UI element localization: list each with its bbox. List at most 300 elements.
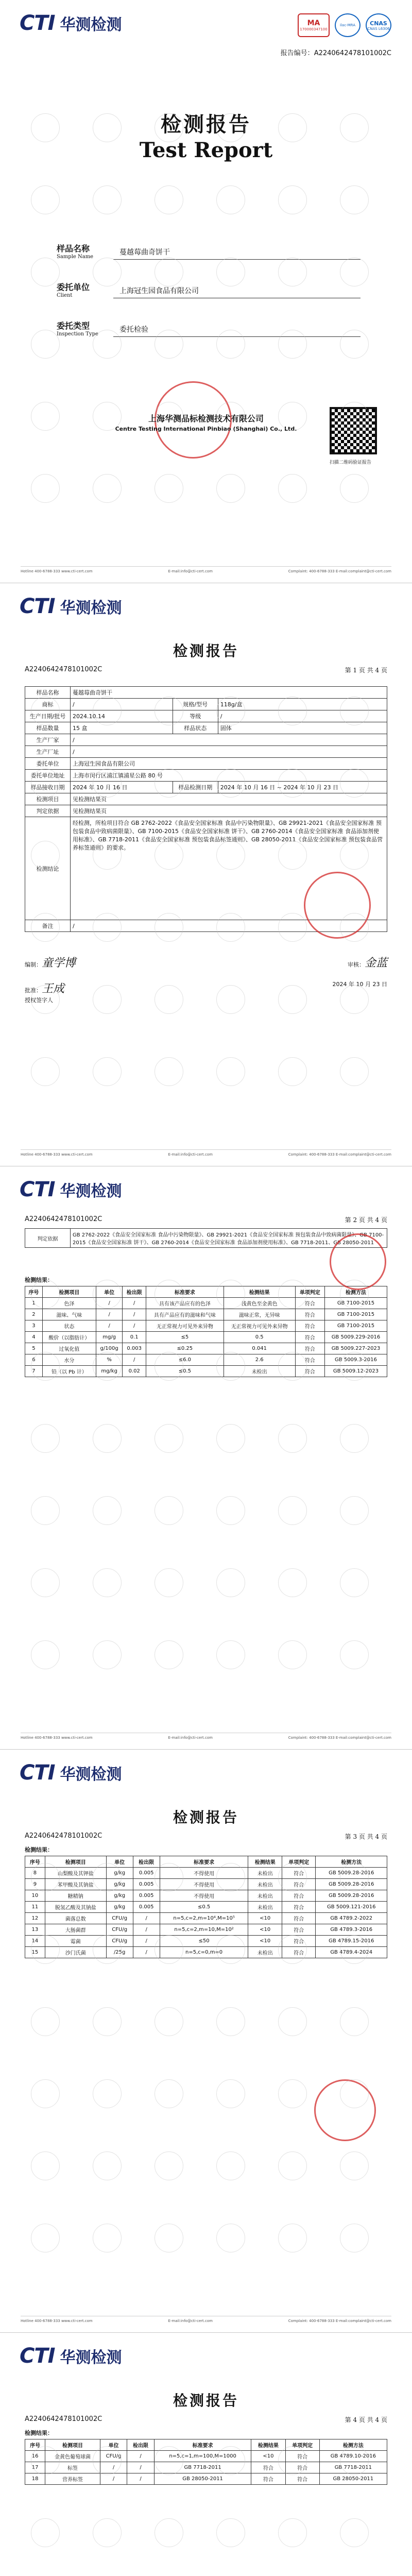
- table-row: [25, 699, 387, 710]
- cti-logo: [20, 1761, 122, 1785]
- table-cell: 标签: [45, 2462, 100, 2473]
- table-header: 单位: [100, 2439, 127, 2451]
- qr-caption: 扫描二维码验证报告: [330, 460, 372, 465]
- table-cell: /: [100, 2473, 127, 2485]
- table-cell: 9: [25, 1879, 45, 1890]
- watermark-icon: [278, 185, 307, 214]
- table-cell: 未检出: [248, 1890, 282, 1902]
- table-cell: GB 4789.4-2024: [316, 1947, 387, 1958]
- table-cell: 未检出: [248, 1879, 282, 1890]
- table-header: 检测方法: [319, 2439, 387, 2451]
- table-cell: 符合: [282, 1868, 316, 1879]
- signature-row: [25, 954, 387, 970]
- results-label: 检测结果：: [25, 1846, 53, 1853]
- table-cell: /: [96, 1298, 123, 1309]
- logo-cn: 华测检测: [60, 1766, 122, 1784]
- table-cell: n=5,c=0,m=0: [160, 1947, 248, 1958]
- table-header: 单位: [106, 1856, 133, 1868]
- table-cell: GB 7100-2015: [324, 1309, 387, 1320]
- watermark-icon: [216, 1496, 245, 1525]
- cti-logo: [20, 11, 122, 35]
- watermark-icon: [31, 2151, 60, 2180]
- table-header: 检测结果: [251, 2439, 285, 2451]
- page-title: 检测报告: [173, 1809, 239, 1826]
- table-header: 检测结果: [248, 1856, 282, 1868]
- watermark-icon: [278, 2224, 307, 2252]
- watermark-icon: [93, 2224, 122, 2252]
- table-cell: 10: [25, 1890, 45, 1902]
- table-row: [25, 1868, 387, 1879]
- table-row: [25, 758, 387, 770]
- info-key: 样品检测日期: [173, 782, 218, 793]
- watermark-icon: [278, 2518, 307, 2547]
- info-value: 见检测结果页: [71, 805, 387, 817]
- page-footer: Hotline 400-6788-333 www.cti-cert.com E-mail:info@cti-cert.com Complaint: 400-6788-333 E-mail:complaint@cti-cert.com: [21, 1149, 391, 1157]
- watermark-icon: [31, 2079, 60, 2108]
- table-header: 检测项目: [45, 2439, 100, 2451]
- table-header: 检测方法: [324, 1286, 387, 1298]
- table-cell: 金黄色葡萄球菌: [45, 2451, 100, 2462]
- logo-text: CTI: [20, 2344, 55, 2368]
- watermark-icon: [154, 1057, 183, 1086]
- table-header: 检出限: [123, 1286, 146, 1298]
- info-value: 2024 年 10 月 16 日 ~ 2024 年 10 月 23 日: [218, 782, 387, 793]
- table-cell: 符合: [251, 2462, 285, 2473]
- watermark-icon: [340, 1496, 369, 1525]
- watermark-icon: [31, 2518, 60, 2547]
- table-header: 检测项目: [42, 1286, 96, 1298]
- page-footer: Hotline 400-6788-333 www.cti-cert.com E-mail:info@cti-cert.com Complaint: 400-6788-333 E-mail:complaint@cti-cert.com: [21, 2316, 391, 2323]
- table-cell: /: [96, 1309, 123, 1320]
- basis-table: [25, 1228, 387, 1248]
- watermark-icon: [340, 2518, 369, 2547]
- watermark-icon: [340, 1057, 369, 1086]
- report-cover-page: [0, 0, 412, 583]
- table-cell: 16: [25, 2451, 45, 2462]
- results-label: 检测结果：: [25, 2430, 53, 2436]
- table-cell: 15: [25, 1947, 45, 1958]
- table-row: [25, 1947, 387, 1958]
- table-cell: 14: [25, 1936, 45, 1947]
- table-cell: /: [123, 1354, 146, 1366]
- table-cell: 酸价（以脂肪计）: [42, 1332, 96, 1343]
- watermark-icon: [154, 1424, 183, 1453]
- table-header: 单项判定: [295, 1286, 324, 1298]
- table-cell: g/kg: [106, 1902, 133, 1913]
- results-table-2: [25, 1856, 387, 1958]
- watermark-icon: [340, 2151, 369, 2180]
- table-cell: /: [96, 1320, 123, 1332]
- qr-code-icon: [330, 407, 377, 454]
- watermark-icon: [340, 1568, 369, 1597]
- watermark-icon: [31, 185, 60, 214]
- table-cell: /: [123, 1320, 146, 1332]
- table-cell: GB 4789.10-2016: [319, 2451, 387, 2462]
- table-row: [25, 793, 387, 805]
- table-cell: GB 5009.28-2016: [316, 1879, 387, 1890]
- results-table-1: [25, 1286, 387, 1377]
- page-footer: Hotline 400-6788-333 www.cti-cert.com E-mail:info@cti-cert.com Complaint: 400-6788-333 E-mail:complaint@cti-cert.com: [21, 1733, 391, 1740]
- table-cell: 不得使用: [160, 1868, 248, 1879]
- page-number: 第 1 页 共 4 页: [345, 667, 387, 674]
- watermark-icon: [216, 1424, 245, 1453]
- info-value: /: [71, 746, 387, 758]
- table-cell: 符合: [282, 1947, 316, 1958]
- watermark-icon: [93, 2518, 122, 2547]
- table-cell: 0.003: [123, 1343, 146, 1354]
- table-cell: 霉菌: [45, 1936, 106, 1947]
- issue-date: 2024 年 10 月 23 日: [332, 981, 387, 988]
- table-cell: 不得使用: [160, 1890, 248, 1902]
- info-value: /: [71, 699, 173, 710]
- table-row: [25, 687, 387, 699]
- watermark-icon: [93, 1640, 122, 1669]
- watermark-icon: [31, 1568, 60, 1597]
- watermark-icon: [93, 474, 122, 503]
- info-value: 见检测结果页: [71, 793, 387, 805]
- report-number: A2240642478101002C: [25, 1215, 102, 1223]
- table-cell: 无正常视力可见外来异物: [146, 1320, 224, 1332]
- info-value: 上海市闵行区浦江镇浦星公路 80 号: [71, 770, 387, 782]
- info-key: 检测项目: [25, 793, 71, 805]
- table-cell: 符合: [282, 1936, 316, 1947]
- table-cell: 苯甲酸及其钠盐: [45, 1879, 106, 1890]
- table-row: [25, 1924, 387, 1936]
- watermark-icon: [216, 1640, 245, 1669]
- table-cell: /: [123, 1298, 146, 1309]
- table-cell: /: [133, 1936, 160, 1947]
- table-row: [25, 805, 387, 817]
- cnas-badge-icon: CNAS CNAS L6306: [366, 13, 391, 37]
- table-cell: 8: [25, 1868, 45, 1879]
- watermark-icon: [216, 2518, 245, 2547]
- logo-text: CTI: [20, 595, 55, 618]
- table-cell: 0.005: [133, 1868, 160, 1879]
- table-cell: 无正常视力可见外来异物: [224, 1320, 295, 1332]
- report-number: A2240642478101002C: [25, 2415, 102, 2423]
- table-cell: 12: [25, 1913, 45, 1924]
- report-number: 报告编号：A2240642478101002C: [280, 49, 391, 57]
- table-cell: 符合: [282, 1890, 316, 1902]
- info-key: 生产厂址: [25, 746, 71, 758]
- table-cell: GB 7100-2015: [324, 1298, 387, 1309]
- info-key: 样品接收日期: [25, 782, 71, 793]
- watermark-icon: [154, 2007, 183, 2036]
- info-value: 蔓越莓曲奇饼干: [71, 687, 387, 699]
- table-cell: 未检出: [248, 1902, 282, 1913]
- table-cell: 2.6: [224, 1354, 295, 1366]
- info-key: 生产日期/批号: [25, 710, 71, 722]
- watermark-icon: [31, 1496, 60, 1525]
- logo-cn: 华测检测: [60, 16, 122, 34]
- table-cell: 大肠菌群: [45, 1924, 106, 1936]
- table-row: [25, 1366, 387, 1377]
- info-key: 生产厂家: [25, 734, 71, 746]
- table-cell: CFU/g: [100, 2451, 127, 2462]
- table-header: 序号: [25, 1286, 43, 1298]
- table-cell: GB 5009.12-2023: [324, 1366, 387, 1377]
- table-cell: 4: [25, 1332, 43, 1343]
- report-results-page-3: [0, 2333, 412, 2576]
- watermark-icon: [278, 474, 307, 503]
- table-cell: n=5,c=2,m=10,M=10²: [160, 1924, 248, 1936]
- table-cell: 13: [25, 1924, 45, 1936]
- info-value: /: [71, 734, 387, 746]
- page-title: 检测报告: [173, 642, 239, 659]
- table-cell: 浅黄色至金黄色: [224, 1298, 295, 1309]
- table-cell: GB 28050-2011: [154, 2473, 251, 2485]
- table-cell: 5: [25, 1343, 43, 1354]
- info-key: 商标: [25, 699, 71, 710]
- table-header: 单项判定: [285, 2439, 319, 2451]
- watermark-icon: [154, 2518, 183, 2547]
- table-cell: 符合: [295, 1332, 324, 1343]
- remark-text: /: [71, 920, 387, 932]
- watermark-icon: [93, 185, 122, 214]
- watermark-icon: [216, 1057, 245, 1086]
- watermark-icon: [154, 1640, 183, 1669]
- table-cell: 过氧化值: [42, 1343, 96, 1354]
- table-cell: 1: [25, 1298, 43, 1309]
- table-cell: <10: [248, 1936, 282, 1947]
- page-number: 第 3 页 共 4 页: [345, 1833, 387, 1840]
- table-cell: 符合: [285, 2451, 319, 2462]
- table-cell: 7: [25, 1366, 43, 1377]
- table-cell: g/100g: [96, 1343, 123, 1354]
- info-value: 2024.10.14: [71, 710, 173, 722]
- watermark-icon: [31, 1640, 60, 1669]
- watermark-icon: [340, 185, 369, 214]
- reviewer-signature: 审核：金蓝: [347, 957, 387, 970]
- watermark-icon: [31, 474, 60, 503]
- watermark-icon: [216, 474, 245, 503]
- table-cell: /: [100, 2462, 127, 2473]
- watermark-icon: [154, 2079, 183, 2108]
- watermark-icon: [216, 2151, 245, 2180]
- table-row: [25, 1343, 387, 1354]
- issuing-company-en: Centre Testing International Pinbiao (Shanghai) Co., Ltd.: [115, 426, 297, 432]
- table-header: 序号: [25, 2439, 45, 2451]
- table-cell: 营养标签: [45, 2473, 100, 2485]
- watermark-icon: [154, 474, 183, 503]
- table-cell: mg/g: [96, 1332, 123, 1343]
- logo-text: CTI: [20, 1178, 55, 1201]
- info-key: 样品名称: [25, 687, 71, 699]
- report-number: A2240642478101002C: [25, 666, 102, 673]
- table-cell: /: [127, 2473, 154, 2485]
- watermark-icon: [216, 185, 245, 214]
- table-cell: CFU/g: [106, 1936, 133, 1947]
- ilac-badge-icon: ilac-MRA: [335, 13, 360, 37]
- accreditation-marks: [298, 13, 391, 37]
- table-header: 标准要求: [160, 1856, 248, 1868]
- table-cell: /: [133, 1924, 160, 1936]
- watermark-icon: [154, 2151, 183, 2180]
- table-cell: <10: [248, 1913, 282, 1924]
- table-cell: 状态: [42, 1320, 96, 1332]
- table-cell: 未检出: [248, 1947, 282, 1958]
- table-row: [25, 722, 387, 734]
- table-header: 单项判定: [282, 1856, 316, 1868]
- table-row: [25, 770, 387, 782]
- table-cell: 脱氢乙酸及其钠盐: [45, 1902, 106, 1913]
- table-cell: %: [96, 1354, 123, 1366]
- watermark-icon: [340, 1640, 369, 1669]
- table-cell: 符合: [295, 1343, 324, 1354]
- watermark-icon: [31, 1424, 60, 1453]
- table-row: [25, 782, 387, 793]
- cti-logo: [20, 2344, 122, 2368]
- table-cell: GB 7718-2011: [154, 2462, 251, 2473]
- ma-badge-icon: MA 170000347100: [298, 13, 330, 37]
- table-row: [25, 746, 387, 758]
- table-cell: GB 5009.229-2016: [324, 1332, 387, 1343]
- table-cell: 未检出: [224, 1366, 295, 1377]
- table-cell: 0.02: [123, 1366, 146, 1377]
- watermark-icon: [278, 1057, 307, 1086]
- table-cell: 2: [25, 1309, 43, 1320]
- page-number: 第 2 页 共 4 页: [345, 1216, 387, 1224]
- info-key: 委托单位地址: [25, 770, 71, 782]
- table-header: 检测项目: [45, 1856, 106, 1868]
- table-row: [25, 1332, 387, 1343]
- report-results-page-1: [0, 1166, 412, 1750]
- info-value: 2024 年 10 月 16 日: [71, 782, 173, 793]
- watermark-icon: [93, 2007, 122, 2036]
- results-table-3: [25, 2439, 387, 2485]
- watermark-icon: [278, 1496, 307, 1525]
- table-cell: GB 4789.3-2016: [316, 1924, 387, 1936]
- table-header: 检测结果: [224, 1286, 295, 1298]
- table-cell: 滋味正常，无异味: [224, 1309, 295, 1320]
- table-cell: 未检出: [248, 1868, 282, 1879]
- table-row: [25, 1902, 387, 1913]
- logo-text: CTI: [20, 1761, 55, 1785]
- cover-title-en: Test Report: [139, 138, 273, 162]
- watermark-icon: [93, 2079, 122, 2108]
- table-cell: 沙门氏菌: [45, 1947, 106, 1958]
- watermark-icon: [340, 474, 369, 503]
- table-row: [25, 1354, 387, 1366]
- table-cell: 不得使用: [160, 1879, 248, 1890]
- cti-logo: [20, 595, 122, 618]
- table-cell: 符合: [282, 1913, 316, 1924]
- table-cell: g/kg: [106, 1879, 133, 1890]
- table-row: [25, 1913, 387, 1924]
- watermark-icon: [154, 185, 183, 214]
- table-cell: ≤0.5: [160, 1902, 248, 1913]
- table-header: 检测方法: [316, 1856, 387, 1868]
- compiler-signature: 编制：童学博: [25, 957, 76, 970]
- basis-text: GB 2762-2022《食品安全国家标准 食品中污染物限量》、GB 29921-2021《食品安全国家标准 预包装食品中致病菌限量》、GB 7100-2015《食品安全国家标准 饼干》、GB 2760-2014《食品安全国家标准 食品添加剂使用标准》、GB 7718-2011、GB 28050-2011: [71, 1229, 387, 1248]
- basis-label: 判定依据: [25, 1229, 71, 1248]
- table-cell: GB 4789.2-2022: [316, 1913, 387, 1924]
- table-cell: 符合: [285, 2473, 319, 2485]
- table-cell: CFU/g: [106, 1913, 133, 1924]
- table-cell: g/kg: [106, 1868, 133, 1879]
- table-cell: /25g: [106, 1947, 133, 1958]
- table-row: [25, 2473, 387, 2485]
- watermark-icon: [31, 330, 60, 359]
- info-key: 判定依据: [25, 805, 71, 817]
- watermark-icon: [93, 1057, 122, 1086]
- remark-label: 备注: [25, 920, 71, 932]
- table-cell: 糖精钠: [45, 1890, 106, 1902]
- table-cell: 6: [25, 1354, 43, 1366]
- watermark-icon: [278, 1424, 307, 1453]
- table-cell: GB 7100-2015: [324, 1320, 387, 1332]
- watermark-icon: [340, 2224, 369, 2252]
- watermark-icon: [31, 258, 60, 286]
- conclusion-text: 经检测，所检项目符合 GB 2762-2022《食品安全国家标准 食品中污染物限量》、GB 29921-2021《食品安全国家标准 预包装食品中致病菌限量》、GB 7100-2015《食品安全国家标准 饼干》、GB 2760-2014《食品安全国家标准 食品添加剂使用标准》、GB 7718-2011《食品安全国家标准 预包装食品标签通则》、GB 28050-2011《食品安全国家标准 预包装食品营养标签通则》的要求。: [71, 817, 387, 920]
- watermark-icon: [93, 2151, 122, 2180]
- test-seal-icon: [330, 1233, 386, 1290]
- table-cell: 符合: [285, 2462, 319, 2473]
- info-value: 上海冠生园食品有限公司: [71, 758, 387, 770]
- table-cell: 0.005: [133, 1890, 160, 1902]
- watermark-icon: [93, 1424, 122, 1453]
- table-row: [25, 1320, 387, 1332]
- table-header: 标准要求: [154, 2439, 251, 2451]
- table-cell: 符合: [251, 2473, 285, 2485]
- table-cell: 符合: [295, 1309, 324, 1320]
- table-cell: <10: [251, 2451, 285, 2462]
- inspection-type-field: 委托类型 Inspection Type 委托检验: [57, 319, 360, 337]
- table-cell: GB 5009.28-2016: [316, 1890, 387, 1902]
- cti-logo: [20, 1178, 122, 1201]
- table-cell: 18: [25, 2473, 45, 2485]
- table-cell: 符合: [295, 1366, 324, 1377]
- table-header: 序号: [25, 1856, 45, 1868]
- logo-cn: 华测检测: [60, 599, 122, 617]
- watermark-icon: [278, 2151, 307, 2180]
- conclusion-label: 检测结论: [25, 817, 71, 920]
- table-cell: /: [127, 2451, 154, 2462]
- table-header: 单位: [96, 1286, 123, 1298]
- info-key: 委托单位: [25, 758, 71, 770]
- page-number: 第 4 页 共 4 页: [345, 2416, 387, 2424]
- approval-row: [25, 980, 387, 1004]
- table-row: [25, 1298, 387, 1309]
- watermark-icon: [31, 2224, 60, 2252]
- table-cell: ≤6.0: [146, 1354, 224, 1366]
- test-seal-icon: [304, 872, 371, 939]
- page-footer: Hotline 400-6788-333 www.cti-cert.com E-mail:info@cti-cert.com Complaint: 400-6788-333 E-mail:complaint@cti-cert.com: [21, 566, 391, 573]
- table-cell: mg/kg: [96, 1366, 123, 1377]
- info-key: 样品数量: [25, 722, 71, 734]
- approver-signature: 批准：王成 授权签字人: [25, 982, 65, 1004]
- watermark-icon: [216, 1568, 245, 1597]
- report-info-page: [0, 583, 412, 1166]
- logo-cn: 华测检测: [60, 1182, 122, 1200]
- table-cell: GB 5009.3-2016: [324, 1354, 387, 1366]
- table-cell: 11: [25, 1902, 45, 1913]
- watermark-icon: [154, 2224, 183, 2252]
- table-cell: GB 5009.121-2016: [316, 1902, 387, 1913]
- table-cell: 铅（以 Pb 计）: [42, 1366, 96, 1377]
- info-value: 15 盒: [71, 722, 173, 734]
- table-cell: GB 4789.15-2016: [316, 1936, 387, 1947]
- table-row: [25, 2451, 387, 2462]
- table-cell: 符合: [295, 1320, 324, 1332]
- table-cell: 0.005: [133, 1879, 160, 1890]
- table-cell: 0.5: [224, 1332, 295, 1343]
- watermark-icon: [93, 1568, 122, 1597]
- table-cell: 符合: [282, 1879, 316, 1890]
- cover-title-cn: 检测报告: [161, 113, 251, 137]
- table-cell: 3: [25, 1320, 43, 1332]
- client-field: 委托单位 Client 上海冠生园食品有限公司: [57, 281, 360, 298]
